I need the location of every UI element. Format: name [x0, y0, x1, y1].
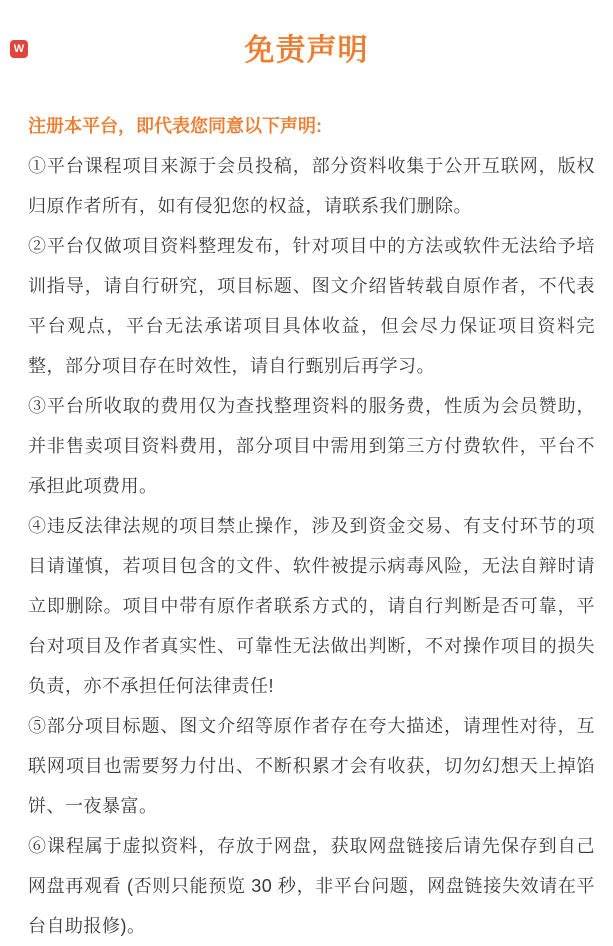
disclaimer-paragraph-1: ①平台课程项目来源于会员投稿，部分资料收集于公开互联网，版权归原作者所有，如有侵犯您的权益，请联系我们删除。 [28, 156, 595, 216]
disclaimer-paragraph-4: ④违反法律法规的项目禁止操作，涉及到资金交易、有支付环节的项目请谨慎，若项目包含的文件、软件被提示病毒风险，无法自辩时请立即删除。项目中带有原作者联系方式的，请自行判断是否可靠，平台对项目及作者真实性、可靠性无法做出判断，不对操作项目的损失负责，亦不承担任何法律责任! [28, 516, 595, 696]
disclaimer-page [0, 34, 613, 936]
disclaimer-body [0, 106, 613, 946]
disclaimer-paragraph-6: ⑥课程属于虚拟资料，存放于网盘，获取网盘链接后请先保存到自己网盘再观看 (否则只能预览 30 秒，非平台问题，网盘链接失效请在平台自助报修)。 [28, 836, 595, 936]
disclaimer-paragraph-2: ②平台仅做项目资料整理发布，针对项目中的方法或软件无法给予培训指导，请自行研究，项目标题、图文介绍皆转载自原作者，不代表平台观点，平台无法承诺项目具体收益，但会尽力保证项目资料完整，部分项目存在时效性，请自行甄别后再学习。 [28, 236, 595, 376]
disclaimer-paragraph-5: ⑤部分项目标题、图文介绍等原作者存在夸大描述，请理性对待，互联网项目也需要努力付出、不断积累才会有收获，切勿幻想天上掉馅饼、一夜暴富。 [28, 716, 595, 816]
intro-statement: 注册本平台，即代表您同意以下声明: [28, 116, 322, 136]
page-title: 免责声明 [244, 34, 369, 67]
app-badge-icon: W [10, 40, 28, 58]
disclaimer-paragraph-3: ③平台所收取的费用仅为查找整理资料的服务费，性质为会员赞助，并非售卖项目资料费用，部分项目中需用到第三方付费软件，平台不承担此项费用。 [28, 396, 595, 496]
